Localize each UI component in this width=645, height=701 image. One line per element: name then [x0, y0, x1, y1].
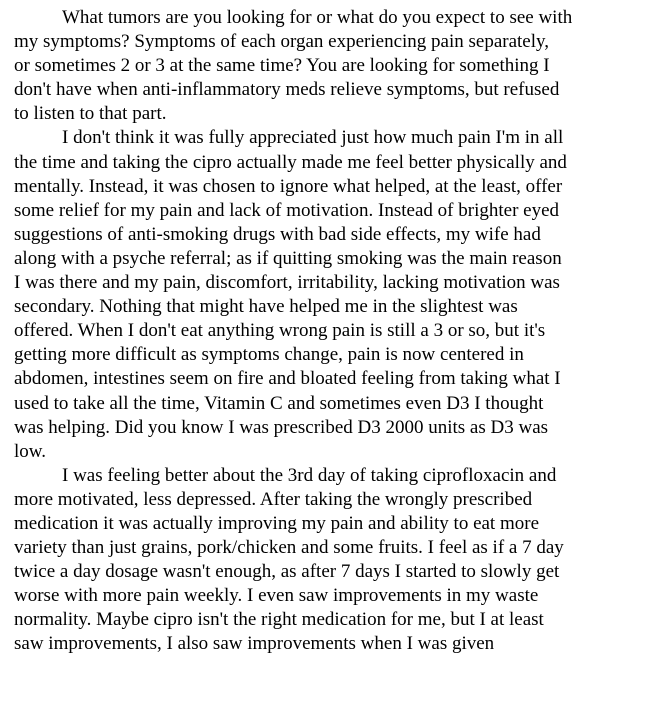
text-line: to listen to that part.	[14, 103, 167, 125]
paragraph	[14, 6, 640, 126]
text-line: variety than just grains, pork/chicken and some fruits. I feel as if a 7 day	[14, 537, 564, 559]
text-line: twice a day dosage wasn't enough, as after 7 days I started to slowly get	[14, 561, 560, 583]
text-line: mentally. Instead, it was chosen to ignore what helped, at the least, offer	[14, 175, 563, 197]
text-line: I was feeling better about the 3rd day of taking ciprofloxacin and	[62, 464, 557, 486]
text-line: low.	[14, 440, 47, 462]
text-line: offered. When I don't eat anything wrong pain is still a 3 or so, but it's	[14, 320, 546, 342]
text-line: some relief for my pain and lack of motivation. Instead of brighter eyed	[14, 199, 560, 221]
text-line: used to take all the time, Vitamin C and sometimes even D3 I thought	[14, 392, 544, 414]
paragraph	[14, 464, 640, 657]
text-line: secondary. Nothing that might have helped me in the slightest was	[14, 296, 518, 318]
text-line: I don't think it was fully appreciated just how much pain I'm in all	[62, 127, 564, 149]
text-line: normality. Maybe cipro isn't the right medication for me, but I at least	[14, 609, 544, 631]
text-line: was helping. Did you know I was prescribed D3 2000 units as D3 was	[14, 416, 549, 438]
text-line: medication it was actually improving my pain and ability to eat more	[14, 512, 540, 534]
text-line: saw improvements, I also saw improvements when I was given	[14, 633, 495, 655]
text-line: my symptoms? Symptoms of each organ experiencing pain separately,	[14, 31, 550, 53]
text-line: along with a psyche referral; as if quitting smoking was the main reason	[14, 247, 562, 269]
text-line: What tumors are you looking for or what do you expect to see with	[62, 7, 573, 28]
paragraph	[14, 126, 640, 463]
text-line: or sometimes 2 or 3 at the same time? You are looking for something I	[14, 55, 550, 77]
text-line: abdomen, intestines seem on fire and bloated feeling from taking what I	[14, 368, 561, 390]
document-body[interactable]	[14, 6, 640, 657]
text-line: more motivated, less depressed. After taking the wrongly prescribed	[14, 488, 533, 510]
text-line: worse with more pain weekly. I even saw improvements in my waste	[14, 585, 539, 607]
text-line: suggestions of anti-smoking drugs with bad side effects, my wife had	[14, 223, 541, 245]
text-line: don't have when anti-inflammatory meds relieve symptoms, but refused	[14, 79, 560, 101]
text-line: I was there and my pain, discomfort, irritability, lacking motivation was	[14, 272, 560, 294]
text-line: getting more difficult as symptoms change, pain is now centered in	[14, 344, 524, 366]
text-line: the time and taking the cipro actually made me feel better physically and	[14, 151, 567, 173]
